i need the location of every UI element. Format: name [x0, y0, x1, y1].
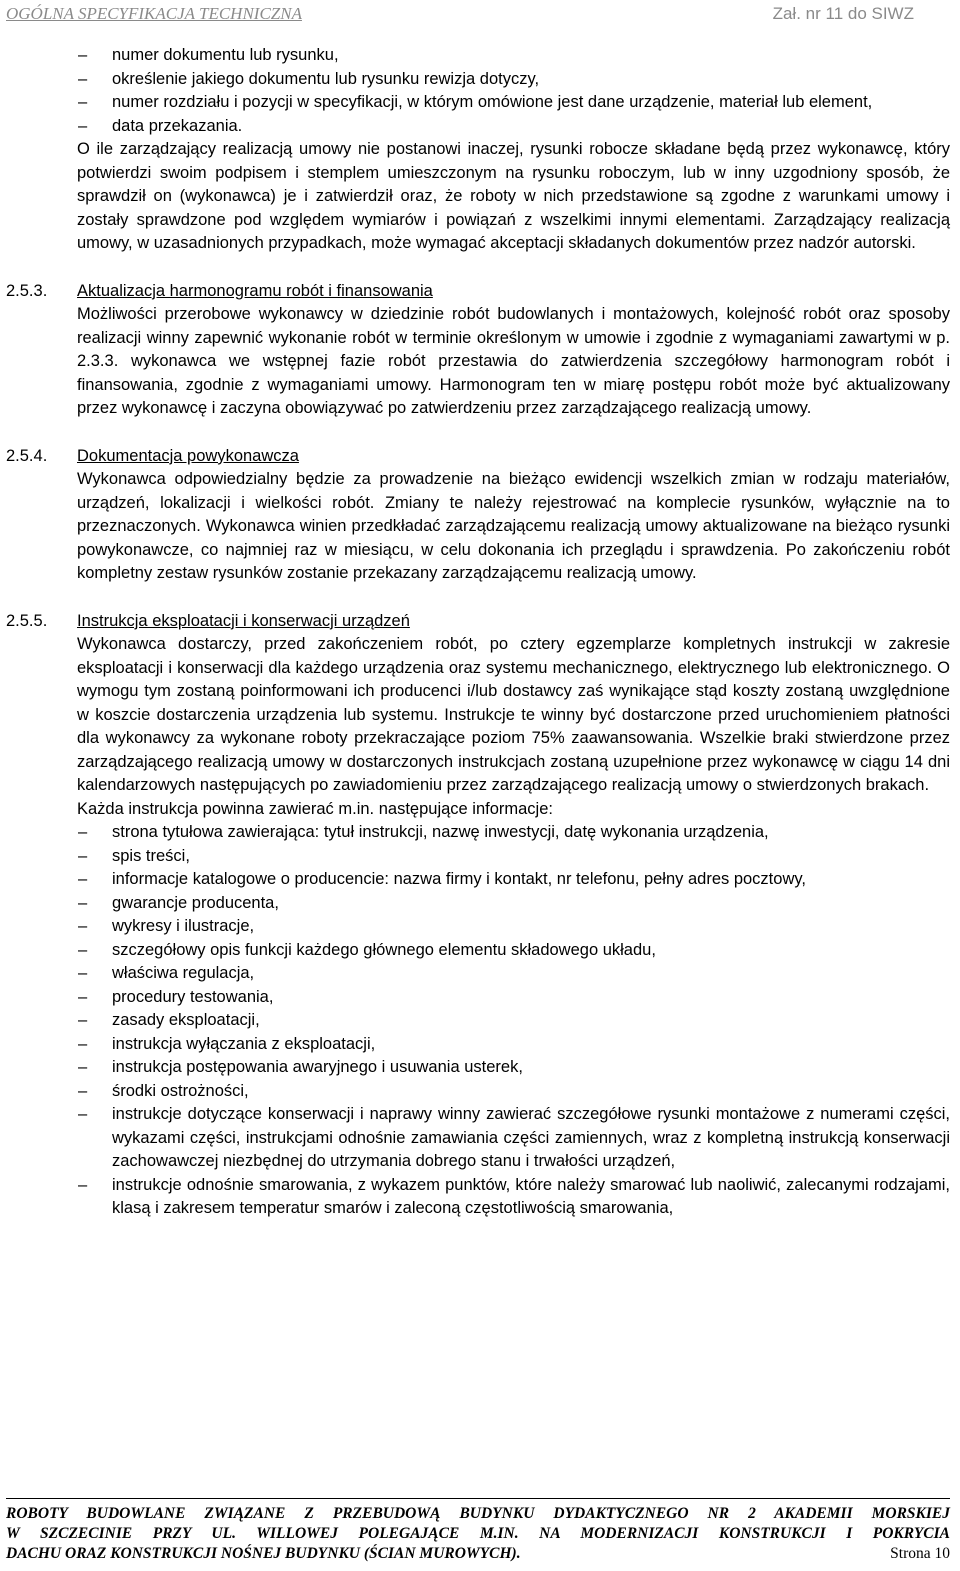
- section-paragraph-lead: Każda instrukcja powinna zawierać m.in. następujące informacje:: [77, 799, 553, 818]
- section-number: 2.5.5.: [6, 611, 48, 630]
- intro-paragraph: O ile zarządzający realizacją umowy nie postanowi inaczej, rysunki robocze składane będą przez wykonawcę, który potwierdzi swoim podpisem i stemplem umieszczonym na rysunku roboczym, lub w inny uzgodniony sposób, że sprawdził on (wykonawca) je i zatwierdził oraz, że roboty w nich przedstawione są zgodne z warunkami umowy i zostały sprawdzone pod względem wymiarów i powiązań z wszelkimi innymi elementami. Zarządzający realizacją umowy, w uzasadnionych przypadkach, może wymagać akceptacji składanych dokumentów przez nadzór autorski.: [77, 140, 950, 252]
- list-item: – szczegółowy opis funkcji każdego głównego elementu składowego układu,: [0, 939, 960, 963]
- section-title: Instrukcja eksploatacji i konserwacji urządzeń: [77, 611, 410, 630]
- list-item: – spis treści,: [0, 845, 960, 869]
- list-item: – numer rozdziału i pozycji w specyfikacji, w którym omówione jest dane urządzenie, materiał lub element,: [0, 91, 960, 115]
- footer-line-last: [6, 1544, 950, 1564]
- list-item: – gwarancje producenta,: [0, 892, 960, 916]
- list-item: – instrukcja postępowania awaryjnego i usuwania usterek,: [0, 1056, 960, 1080]
- section-number: 2.5.3.: [6, 281, 48, 300]
- section-paragraph: Wykonawca dostarczy, przed zakończeniem robót, po cztery egzemplarze kompletnych instrukcji w zakresie eksploatacji i konserwacji dla każdego urządzenia oraz systemu mechanicznego, elektrycznego lub elektronicznego. O wymogu tym zostaną poinformowani ich producenci i/lub dostawcy zaś wynikające stąd koszty zostaną uwzględnione w koszcie dostarczenia urządzenia lub systemu. Instrukcje te winny być dostarczone przed uruchomieniem płatności dla wykonawcy za wykonane roboty przekraczające poziom 75% zaawansowania. Wszelkie braki stwierdzone przez zarządzającego realizacją umowy w dostarczonych instrukcjach zostaną uzupełnione przez wykonawcę w ciągu 14 dni kalendarzowych następujących po zawiadomieniu przez zarządzającego realizacją umowy o stwierdzonych brakach.: [77, 635, 950, 794]
- list-item: – instrukcje dotyczące konserwacji i naprawy winny zawierać szczegółowe rysunki montażowe z numerami części, wykazami części, instrukcjami odnośnie zamawiania części zamiennych, wraz z kompletną instrukcją konserwacji zachowawczej niezbędnej do utrzymania dobrego stanu i trwałości urządzeń,: [0, 1103, 960, 1174]
- instruction-contents-list: [0, 821, 960, 1221]
- list-item: – numer dokumentu lub rysunku,: [0, 44, 960, 68]
- document-body: [0, 44, 960, 1221]
- section-number: 2.5.4.: [6, 446, 48, 465]
- list-item: – wykresy i ilustracje,: [0, 915, 960, 939]
- section-title: Aktualizacja harmonogramu robót i finansowania: [77, 281, 433, 300]
- list-item: – środki ostrożności,: [0, 1080, 960, 1104]
- section-paragraph: Możliwości przerobowe wykonawcy w dziedzinie robót budowlanych i montażowych, kolejność robót oraz sposoby realizacji winny zapewnić wykonanie robót w terminie określonym w umowie i zgodnie z wymaganiami zawartymi w p. 2.3.3. wykonawca we wstępnej fazie robót przestawia do zatwierdzenia szczegółowy harmonogram robót i finansowania, zgodnie z wymaganiami umowy. Harmonogram ten w miarę postępu robót może być aktualizowany przez wykonawcę i zaczyna obowiązywać po zatwierdzeniu przez zarządzającego realizacją umowy.: [77, 305, 950, 417]
- list-item: – strona tytułowa zawierająca: tytuł instrukcji, nazwę inwestycji, datę wykonania urządzenia,: [0, 821, 960, 845]
- list-item: – określenie jakiego dokumentu lub rysunku rewizja dotyczy,: [0, 68, 960, 92]
- section-2-5-4: [0, 445, 960, 586]
- page-number: Strona 10: [890, 1545, 950, 1562]
- drawing-info-list: [0, 44, 960, 138]
- footer-line: W SZCZECINIE PRZY UL. WILLOWEJ POLEGAJĄCE M.IN. NA MODERNIZACJI KONSTRUKCJI I POKRYCIA: [6, 1525, 950, 1542]
- section-2-5-5: [0, 610, 960, 1221]
- section-paragraph: Wykonawca odpowiedzialny będzie za prowadzenie na bieżąco ewidencji wszelkich zmian w rodzaju materiałów, urządzeń, lokalizacji i wielkości robót. Zmiany te należy rejestrować na komplecie rysunków, wyłącznie na to przeznaczonych. Wykonawca winien przedkładać zarządzającemu realizacją umowy aktualizowane na bieżąco rysunki powykonawcze, co najmniej raz w miesiącu, w celu dokonania ich przeglądu i sprawdzenia. Po zakończeniu robót kompletny zestaw rysunków zostanie przekazany zarządzającemu realizacją umowy.: [77, 470, 950, 582]
- attachment-label: Zał. nr 11 do SIWZ: [772, 4, 914, 23]
- section-2-5-3: [0, 280, 960, 421]
- section-title: Dokumentacja powykonawcza: [77, 446, 299, 465]
- list-item: – informacje katalogowe o producencie: nazwa firmy i kontakt, nr telefonu, pełny adres pocztowy,: [0, 868, 960, 892]
- footer-line: DACHU ORAZ KONSTRUKCJI NOŚNEJ BUDYNKU (ŚCIAN MUROWYCH).: [6, 1545, 521, 1562]
- spec-title: OGÓLNA SPECYFIKACJA TECHNICZNA: [6, 4, 302, 23]
- list-item: – instrukcje odnośnie smarowania, z wykazem punktów, które należy smarować lub naoliwić, zalecanymi rodzajami, klasą i zakresem temperatur smarów i zaleconą częstotliwością smarowania,: [0, 1174, 960, 1221]
- list-item: – instrukcja wyłączania z eksploatacji,: [0, 1033, 960, 1057]
- list-item: – zasady eksploatacji,: [0, 1009, 960, 1033]
- list-item: – data przekazania.: [0, 115, 960, 139]
- list-item: – procedury testowania,: [0, 986, 960, 1010]
- list-item: – właściwa regulacja,: [0, 962, 960, 986]
- page-header: [6, 4, 950, 26]
- page-footer: [6, 1498, 950, 1564]
- footer-line: ROBOTY BUDOWLANE ZWIĄZANE Z PRZEBUDOWĄ BUDYNKU DYDAKTYCZNEGO NR 2 AKADEMII MORSKIEJ: [6, 1505, 950, 1522]
